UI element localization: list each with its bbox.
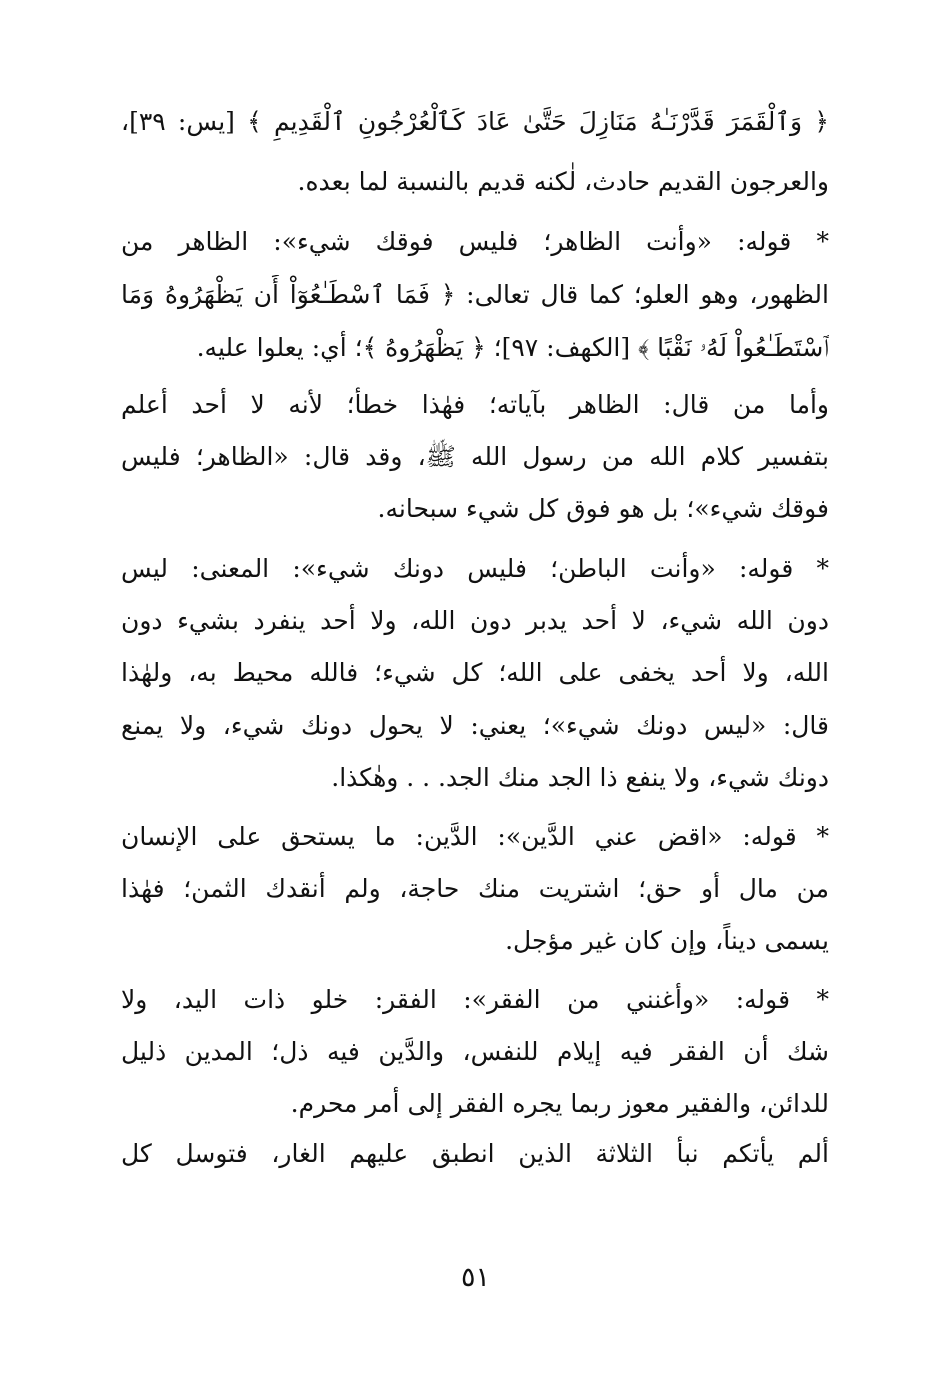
text-line-4: الظهور، وهو العلو؛ كما قال تعالى: ﴿ فَمَا ٱسْطَـٰعُوٓاْ أَن يَظْهَرُوهُ وَمَا — [121, 280, 829, 309]
text-line-17: * قوله: «وأغنني من الفقر»: الفقر: خلو ذات اليد، ولا — [121, 985, 829, 1014]
text-line-15: من مال أو حق؛ اشتريت منك حاجة، ولم أنقدك الثمن؛ فهٰذا — [121, 874, 829, 903]
text-line-9: * قوله: «وأنت الباطن؛ فليس دونك شيء»: المعنى: ليس — [121, 554, 829, 583]
text-line-14: * قوله: «اقض عني الدَّين»: الدَّين: ما يستحق على الإنسان — [121, 822, 829, 851]
text-line-3: * قوله: «وأنت الظاهر؛ فليس فوقك شيء»: الظاهر من — [121, 227, 829, 256]
text-line-11: الله، ولا أحد يخفى على الله؛ كل شيء؛ فالله محيط به، ولهٰذا — [121, 658, 829, 687]
text-line-1: ﴿ وَٱلْقَمَرَ قَدَّرْنَـٰهُ مَنَازِلَ حَتَّىٰ عَادَ كَٱلْعُرْجُونِ ٱلْقَدِيمِ ﴾ [يس: ٣٩]، — [121, 107, 829, 136]
text-line-12: قال: «ليس دونك شيء»؛ يعني: لا يحول دونك شيء، ولا يمنع — [121, 711, 829, 740]
text-line-20: ألم يأتكم نبأ الثلاثة الذين انطبق عليهم الغار، فتوسل كل — [121, 1139, 829, 1168]
text-line-2: والعرجون القديم حادث، لٰكنه قديم بالنسبة لما بعده. — [297, 167, 829, 196]
text-line-19: للدائن، والفقير معوز ربما يجره الفقر إلى أمر محرم. — [290, 1089, 829, 1118]
text-line-18: شك أن الفقر فيه إيلام للنفس، والدَّين فيه ذل؛ المدين ذليل — [121, 1037, 829, 1066]
text-line-6: وأما من قال: الظاهر بآياته؛ فهٰذا خطأ؛ لأنه لا أحد أعلم — [121, 390, 829, 419]
text-line-10: دون الله شيء، لا أحد يدبر دون الله، ولا أحد ينفرد بشيء دون — [121, 606, 829, 635]
text-line-8: فوقك شيء»؛ بل هو فوق كل شيء سبحانه. — [377, 494, 829, 523]
text-line-7: بتفسير كلام الله من رسول الله ﷺ، وقد قال: «الظاهر؛ فليس — [121, 442, 829, 471]
text-line-5: ٱسْتَطَـٰعُواْ لَهُۥ نَقْبًا ﴾ [الكهف: ٩٧]؛ ﴿ يَظْهَرُوهُ ﴾؛ أي: يعلوا عليه. — [196, 333, 829, 362]
page-number: ٥١ — [460, 1262, 490, 1293]
text-line-13: دونك شيء، ولا ينفع ذا الجد منك الجد. . . وهٰكذا. — [331, 763, 829, 792]
text-line-16: يسمى ديناً، وإن كان غير مؤجل. — [505, 926, 829, 955]
